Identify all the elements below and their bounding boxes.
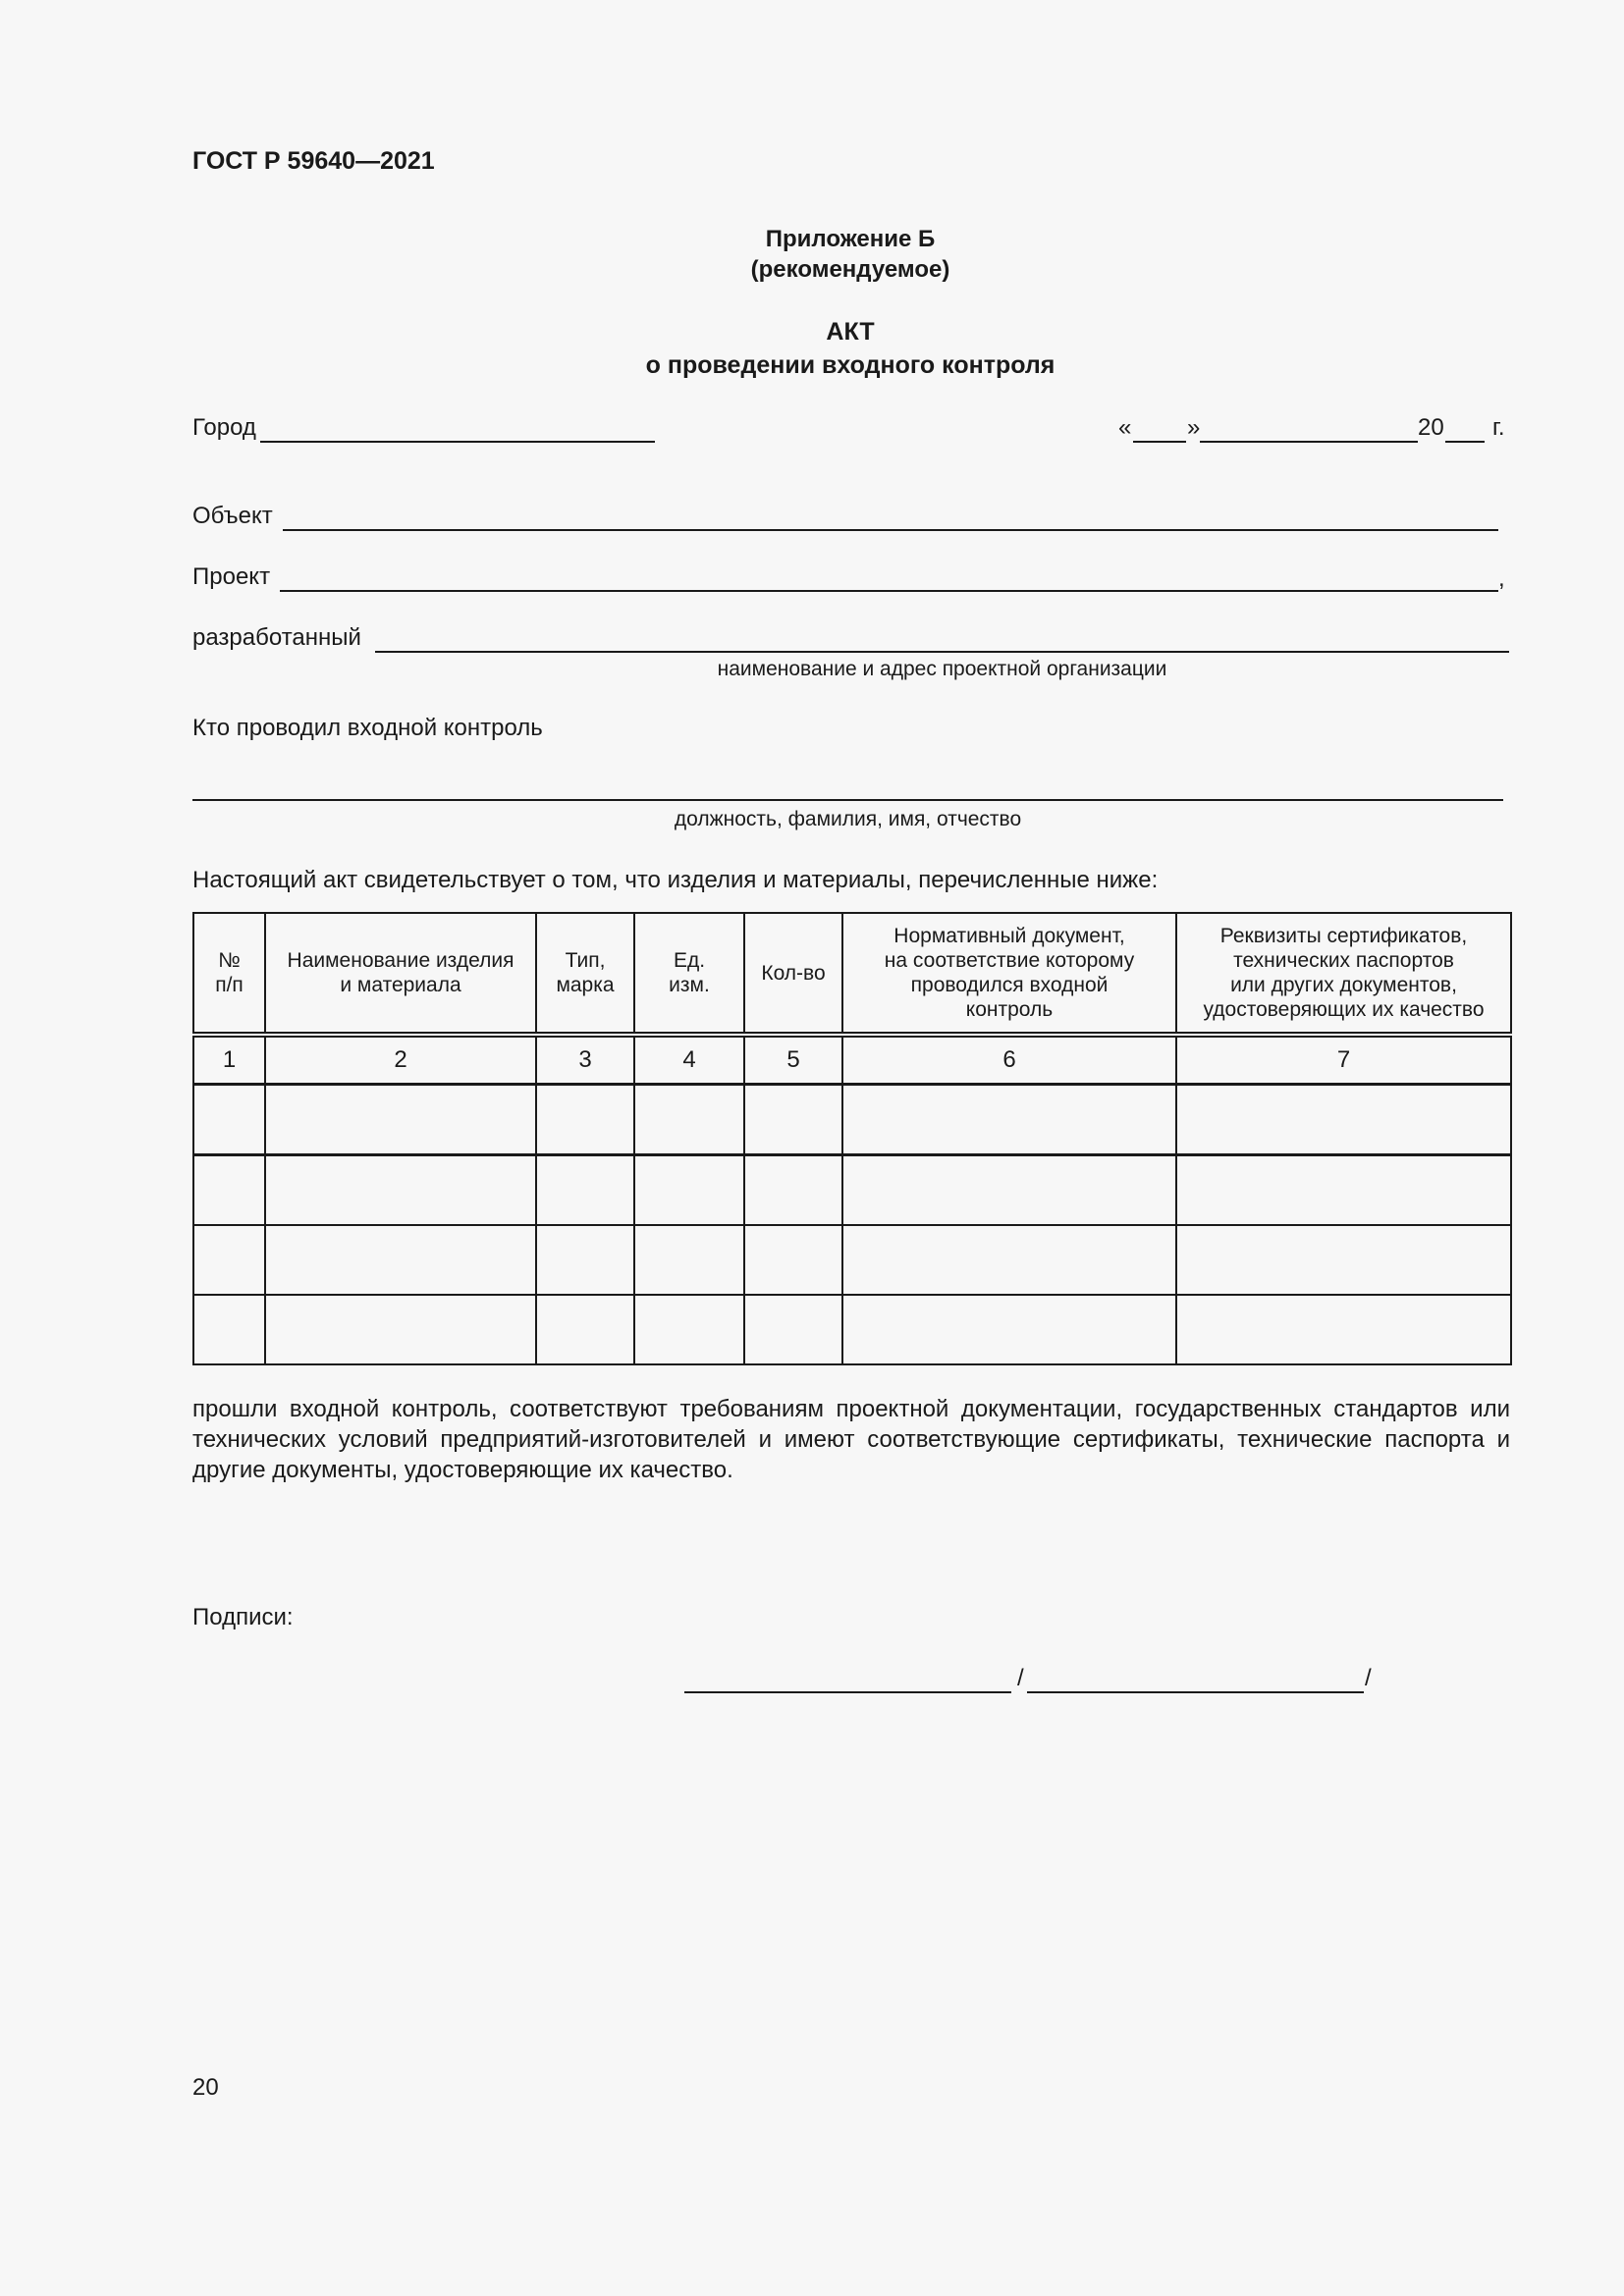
table-cell[interactable]	[842, 1225, 1176, 1295]
column-number-row	[193, 1035, 1511, 1085]
signature-separator: /	[1017, 1665, 1024, 1691]
table-cell[interactable]	[634, 1155, 744, 1226]
page-number: 20	[192, 2074, 219, 2101]
conclusion-text: прошли входной контроль, соответствуют требованиям проектной документации, государственных стандартов или технических условий предприятий-изготовителей и имеют соответствующие сертификаты, технические паспорта и другие документы, удостоверяющие их качество.	[192, 1396, 1510, 1483]
header-normative-doc: Нормативный документ, на соответствие которому проводился входной контроль	[842, 913, 1176, 1035]
table-cell[interactable]	[744, 1085, 842, 1155]
header-type: Тип, марка	[536, 913, 634, 1035]
table-cell[interactable]	[744, 1295, 842, 1364]
header-number: № п/п	[193, 913, 265, 1035]
column-number: 2	[265, 1035, 536, 1085]
table-cell[interactable]	[1176, 1155, 1511, 1226]
table-cell[interactable]	[193, 1225, 265, 1295]
table-row	[193, 1225, 1511, 1295]
table-cell[interactable]	[536, 1085, 634, 1155]
city-field[interactable]	[260, 441, 655, 443]
table-header-row	[193, 913, 1511, 1035]
date-close-quote: »	[1187, 414, 1201, 441]
table-cell[interactable]	[842, 1085, 1176, 1155]
object-field[interactable]	[283, 529, 1498, 531]
date-day-field[interactable]	[1133, 441, 1186, 443]
table-cell[interactable]	[1176, 1085, 1511, 1155]
table-cell[interactable]	[193, 1155, 265, 1226]
table-row	[193, 1295, 1511, 1364]
table-cell[interactable]	[193, 1085, 265, 1155]
inspector-field[interactable]	[192, 799, 1503, 801]
city-label: Город	[192, 414, 256, 441]
column-number: 4	[634, 1035, 744, 1085]
date-year-prefix: 20	[1418, 414, 1444, 441]
table-cell[interactable]	[744, 1225, 842, 1295]
header-unit: Ед. изм.	[634, 913, 744, 1035]
table-cell[interactable]	[265, 1295, 536, 1364]
header-name: Наименование изделия и материала	[265, 913, 536, 1035]
column-number: 3	[536, 1035, 634, 1085]
date-month-field[interactable]	[1200, 441, 1418, 443]
date-open-quote: «	[1118, 414, 1132, 441]
inspector-caption: должность, фамилия, имя, отчество	[674, 808, 1022, 830]
materials-table	[192, 912, 1512, 1365]
table-cell[interactable]	[265, 1225, 536, 1295]
table-cell[interactable]	[744, 1155, 842, 1226]
project-comma: ,	[1498, 565, 1505, 592]
column-number: 5	[744, 1035, 842, 1085]
intro-text: Настоящий акт свидетельствует о том, что изделия и материалы, перечисленные ниже:	[192, 867, 1159, 893]
project-field[interactable]	[280, 590, 1498, 592]
table-cell[interactable]	[1176, 1295, 1511, 1364]
developed-caption: наименование и адрес проектной организации	[717, 658, 1167, 680]
table-cell[interactable]	[536, 1295, 634, 1364]
header-quantity: Кол-во	[744, 913, 842, 1035]
table-cell[interactable]	[536, 1155, 634, 1226]
signature-field[interactable]	[684, 1691, 1011, 1693]
header-certificates: Реквизиты сертификатов, технических паспортов или других документов, удостоверяющих их качество	[1176, 913, 1511, 1035]
column-number: 7	[1176, 1035, 1511, 1085]
table-cell[interactable]	[634, 1295, 744, 1364]
column-number: 6	[842, 1035, 1176, 1085]
inspector-label: Кто проводил входной контроль	[192, 715, 543, 741]
appendix-title: Приложение Б	[765, 226, 936, 252]
act-title: АКТ	[826, 318, 875, 346]
appendix-status: (рекомендуемое)	[750, 256, 950, 283]
project-label: Проект	[192, 563, 271, 590]
table-cell[interactable]	[536, 1225, 634, 1295]
signatures-label: Подписи:	[192, 1604, 294, 1630]
date-year-field[interactable]	[1445, 441, 1485, 443]
standard-code: ГОСТ Р 59640—2021	[192, 147, 435, 175]
act-subtitle: о проведении входного контроля	[645, 351, 1056, 379]
table-cell[interactable]	[842, 1155, 1176, 1226]
table-cell[interactable]	[842, 1295, 1176, 1364]
object-label: Объект	[192, 503, 273, 529]
developed-label: разработанный	[192, 624, 361, 651]
column-number: 1	[193, 1035, 265, 1085]
table-cell[interactable]	[265, 1085, 536, 1155]
signature-end: /	[1365, 1665, 1372, 1691]
table-row	[193, 1085, 1511, 1155]
date-year-suffix: г.	[1492, 414, 1505, 441]
table-cell[interactable]	[265, 1155, 536, 1226]
table-cell[interactable]	[634, 1225, 744, 1295]
table-cell[interactable]	[634, 1085, 744, 1155]
table-cell[interactable]	[1176, 1225, 1511, 1295]
signature-name-field[interactable]	[1027, 1691, 1364, 1693]
table-cell[interactable]	[193, 1295, 265, 1364]
developed-field[interactable]	[375, 651, 1509, 653]
table-row	[193, 1155, 1511, 1226]
